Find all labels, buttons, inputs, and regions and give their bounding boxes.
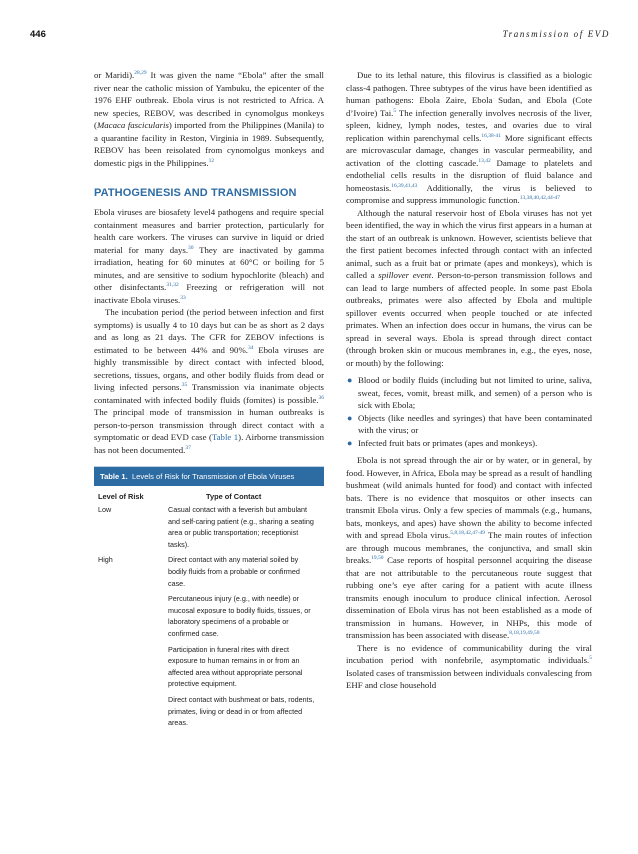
paragraph-communicability: There is no evidence of communicability during the viral incubation period with nonfebrile, asymptomatic individuals.$^5$ Isolated cases of transmission between individuals convalescing from EHF and close household [346, 642, 592, 690]
citation: 13,42 [478, 157, 491, 164]
citation: 12 [208, 157, 215, 164]
list-item: ● Objects (like needles and syringes) that have been contaminated with the virus; or [347, 412, 592, 435]
list-item: ● Blood or bodily fluids (including but not limited to urine, saliva, sweat, feces, vomit, breast milk, and semen) of a person who is sick with Ebola; [347, 375, 592, 410]
table-row-high [94, 554, 324, 732]
paragraph-ebola-name: or Maridi).$^{28,29}$ It was given the name “Ebola” after the small river near the catholic mission of Yambuku, the epicenter of the 1976 EHF outbreak. Ebola virus is not restricted to Africa. A new species, REBOV, was described in cynomolgus monkeys (Macaca fascicularis) imported from the Philippines (Manila) to a quarantine facility in Reston, Virginia in 1989. Subsequently, REBOV has been reisolated from cynomolgus monkeys and domestic pigs in the Philippines.$^{12}$ [94, 70, 324, 168]
section-heading: PATHOGENESIS AND TRANSMISSION [94, 187, 297, 199]
citation: 5,8,18,42,47-49 [450, 530, 486, 536]
bullet-icon: ● [347, 437, 353, 448]
risk-level: High [98, 555, 113, 565]
citation: 35 [181, 382, 188, 388]
transmission-bullet-list [346, 374, 592, 449]
contact-type: Direct contact with any material soiled by bodily fluids from a probable or confirmed case. [168, 555, 300, 588]
paragraph-biosafety: Ebola viruses are biosafety level4 pathogens and require special containment measures and barrier protection, particularly for health care workers. The viruses can survive in liquid or dried material for many days.$^{30}$ They are inactivated by gamma irradiation, heating for 60 minutes at 60°C or boiling for 5 minutes, and are sensitive to sodium hypochlorite (bleach) and other disinfectants.$^{31,32}$ Freezing or refrigeration will not inactivate Ebola viruses.$^{33}$ [94, 207, 324, 305]
citation: 30 [188, 244, 194, 251]
right-column [346, 69, 592, 692]
paragraph-filovirus-class: Due to its lethal nature, this filovirus is classified as a biologic class-4 pathogen. Three subtypes of the virus have been identified as human pathogens: Ebola Zaire, Ebola Sudan, and Ebola (Cote d’Ivoire) Tai.$^5$ The infection generally involves necrosis of the liver, spleen, kidney, lymph nodes, testes, and ovaries due to viral replication within parenchymal cells.$^{16,38-41}$ More significant effects are microvascular damage, changes in vascular permeability, and activation of the clotting cascade.$^{13,42}$ Damage to platelets and endothelial cells results in the disruption of fluid balance and homeostasis.$^{16,39,41,43}$ Additionally, the virus is believed to compromise and suppress immunologic function.$^{13,38,40,42,44-47}$ [346, 70, 592, 205]
paragraph-not-airborne: Ebola is not spread through the air or by water, or in general, by food. However, in Africa, Ebola may be spread as a result of handling bushmeat (wild animals hunted for food) and contact with infected bats. There is no evidence that mosquitos or other insects can transmit Ebola virus. Only a few species of mammals (e.g., humans, bats, monkeys, and apes) have shown the ability to become infected with and spread Ebola virus.$^{5,8,18,42,47-49}$ The main routes of infection are through mucous membranes, the conjunctiva, and small skin breaks.$^{19,50}$ Case reports of hospital personnel acquiring the disease that are not attributable to the percutaneous route suggest that rubbing one’s eye after caring for a patient with acute illness transmits enough inoculum to produce clinical infection. Aerosol dissemination of Ebola virus has not been established as a mode of transmission in humans. However, in NHPs, this mode of transmission has been associated with disease.$^{8,18,19,49,50}$ [346, 455, 592, 640]
table-title: Table 1. Levels of Risk for Transmission of Ebola Viruses [94, 467, 324, 486]
citation: 13,38,40,42,44-47 [519, 195, 561, 201]
citation: 16,38-41 [481, 132, 502, 139]
bullet-icon: ● [347, 412, 353, 423]
bullet-icon: ● [347, 375, 353, 385]
citation: 5 [393, 107, 397, 114]
citation: 36 [318, 394, 324, 401]
table-header [94, 486, 324, 504]
left-column [94, 69, 324, 733]
citation: 37 [185, 444, 191, 451]
table-1-link[interactable]: Table 1 [211, 432, 239, 442]
col-header-contact: Type of Contact [206, 492, 262, 501]
citation: 19,50 [371, 555, 384, 561]
risk-table [94, 466, 324, 733]
running-header [30, 29, 610, 45]
citation: 28,29 [134, 70, 147, 76]
page-number: 446 [30, 29, 46, 40]
risk-level: Low [98, 505, 112, 514]
running-title: Transmission of EVD [502, 29, 610, 39]
citation: 8,18,19,49,50 [509, 630, 540, 636]
contact-type: Casual contact with a feverish but ambulant and self-caring patient (e.g., sharing a seating area or public transportation; receptionist tasks). [168, 505, 314, 549]
citation: 33 [180, 294, 186, 301]
citation: 5 [589, 655, 592, 661]
paragraph-incubation: The incubation period (the period between infection and first symptoms) is usually 4 to 10 days but can be as short as 2 days and as long as 21 days. The CFR for ZEBOV infections is estimated to be between 44% and 90%.$^{34}$ Ebola viruses are highly transmissible by direct contact with infected blood, secretions, tissues, organs, and other bodily fluids from dead or living infected persons.$^{35}$ Transmission via inanimate objects contaminated with infected bodily fluids (fomites) is possible.$^{36}$ The principal mode of transmission in human outbreaks is person-to-person transmission through direct contact with a symptomatic or dead EVD case (Table 1). Airborne transmission has not been documented.$^{37}$ [94, 307, 324, 455]
citation: 16,39,41,43 [391, 182, 418, 189]
table-row-low [94, 504, 324, 554]
citation: 34 [247, 344, 254, 351]
contact-type: Percutaneous injury (e.g., with needle) or mucosal exposure to bodily fluids, tissues, or laboratory specimens of a probable or confirmed case. [168, 594, 311, 638]
contact-type: Direct contact with bushmeat or bats, rodents, primates, living or dead in or from affected areas. [168, 694, 315, 728]
list-item: ● Infected fruit bats or primates (apes and monkeys). [347, 437, 538, 448]
col-header-level: Level of Risk [98, 492, 144, 501]
contact-type: Participation in funeral rites with direct exposure to human remains in or from an affected area without appropriate personal protective equipment. [168, 644, 303, 689]
paragraph-reservoir-host: Although the natural reservoir host of Ebola viruses has not yet been identified, the way in which the virus first appears in a human at the start of an outbreak is unknown. However, scientists believe that the first patient becomes infected through contact with an infected animal, such as a fruit bat or primate (apes and monkeys), which is called a spillover event. Person-to-person transmission follows and can lead to large numbers of affected people. In some past Ebola outbreaks, primates were also affected by Ebola and multiple spillover events occurred when people touched or ate infected primates. When an infection does occur in humans, the virus can be spread in several ways. Ebola is spread through direct contact (through broken skin or mucous membranes in, e.g., the eyes, nose, or mouth) by the following: [346, 207, 592, 368]
citation: 31,32 [166, 282, 179, 288]
